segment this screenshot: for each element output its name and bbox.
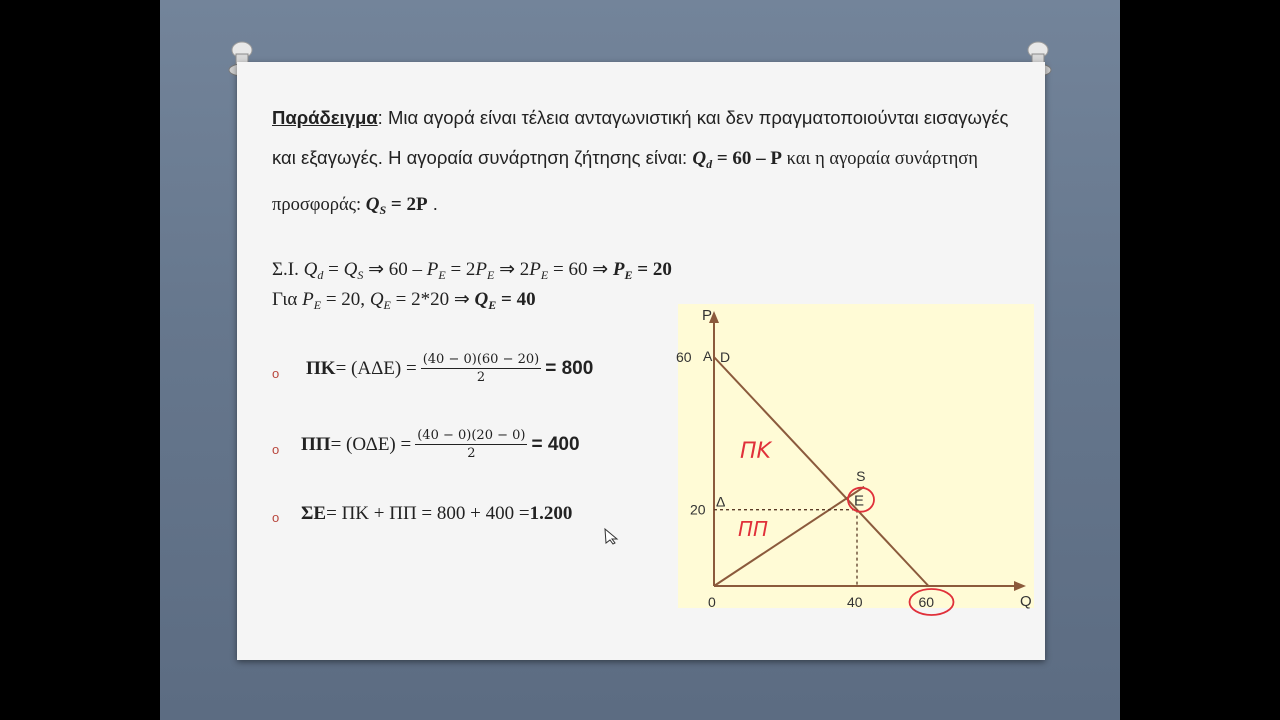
mouse-cursor-icon [603,527,621,545]
y-tick-60: 60 [676,349,692,365]
supply-demand-chart [672,304,1038,616]
supply-formula: $Q_S = 2P$ [365,194,428,217]
consumer-surplus-calc: ΠΚ = (ΑΔΕ) = $\frac{(40 - 0)(60 - 20)}{2}$ = 800 [306,352,594,385]
consumer-surplus-annotation: ΠΚ [740,439,771,464]
producer-surplus-calc: ΠΠ = (ΟΔΕ) = $\frac{(40 - 0)(20 - 0)}{2}$ = 400 [301,428,580,461]
example-heading: Παράδειγμα [272,107,378,128]
example-intro [272,98,1022,230]
x-axis-label: Q [1020,593,1032,610]
equilibrium-line-2: Για $P_E = 20$, $Q_E = 2*20$ ⇒ $Q_E = 40$ [272,289,536,312]
chart-background [678,304,1034,608]
x-tick-60: 60 [918,594,935,610]
demand-formula: $Q_d = 60 - P$ [692,148,783,171]
supply-label: S [856,467,866,484]
point-a-label: A [703,348,713,364]
y-axis-label: P [702,307,713,324]
bullet-icon: o [272,442,280,457]
delta-label: Δ [716,493,726,510]
demand-label: D [720,349,731,365]
bullet-icon: o [272,510,280,525]
total-surplus-calc: ΣΕ = ΠΚ + ΠΠ = 800 + 400 = 1.200 [301,503,573,524]
x-tick-0: 0 [708,594,716,610]
bullet-icon: o [272,366,280,381]
intro-text-1: : Μια αγορά είναι τέλεια ανταγωνιστική και δεν πραγματοποιούνται εισαγωγές και εξαγωγές. Η αγοραία συνάρτηση ζήτησης είναι: [272,107,1009,168]
equilibrium-line-1: Σ.Ι. $Q_d = Q_S$ ⇒ $60 - P_E = 2P_E$ ⇒ $2P_E = 60$ ⇒ $P_E = 20$ [272,259,672,282]
producer-surplus-annotation: ΠΠ [738,517,769,541]
intro-text-2: και η αγοραία συνάρτηση προσφοράς: [272,149,978,215]
intro-text-3: . [427,193,438,214]
equilibrium-label: E [854,492,865,510]
x-tick-40: 40 [847,594,863,610]
y-tick-20: 20 [690,501,706,518]
